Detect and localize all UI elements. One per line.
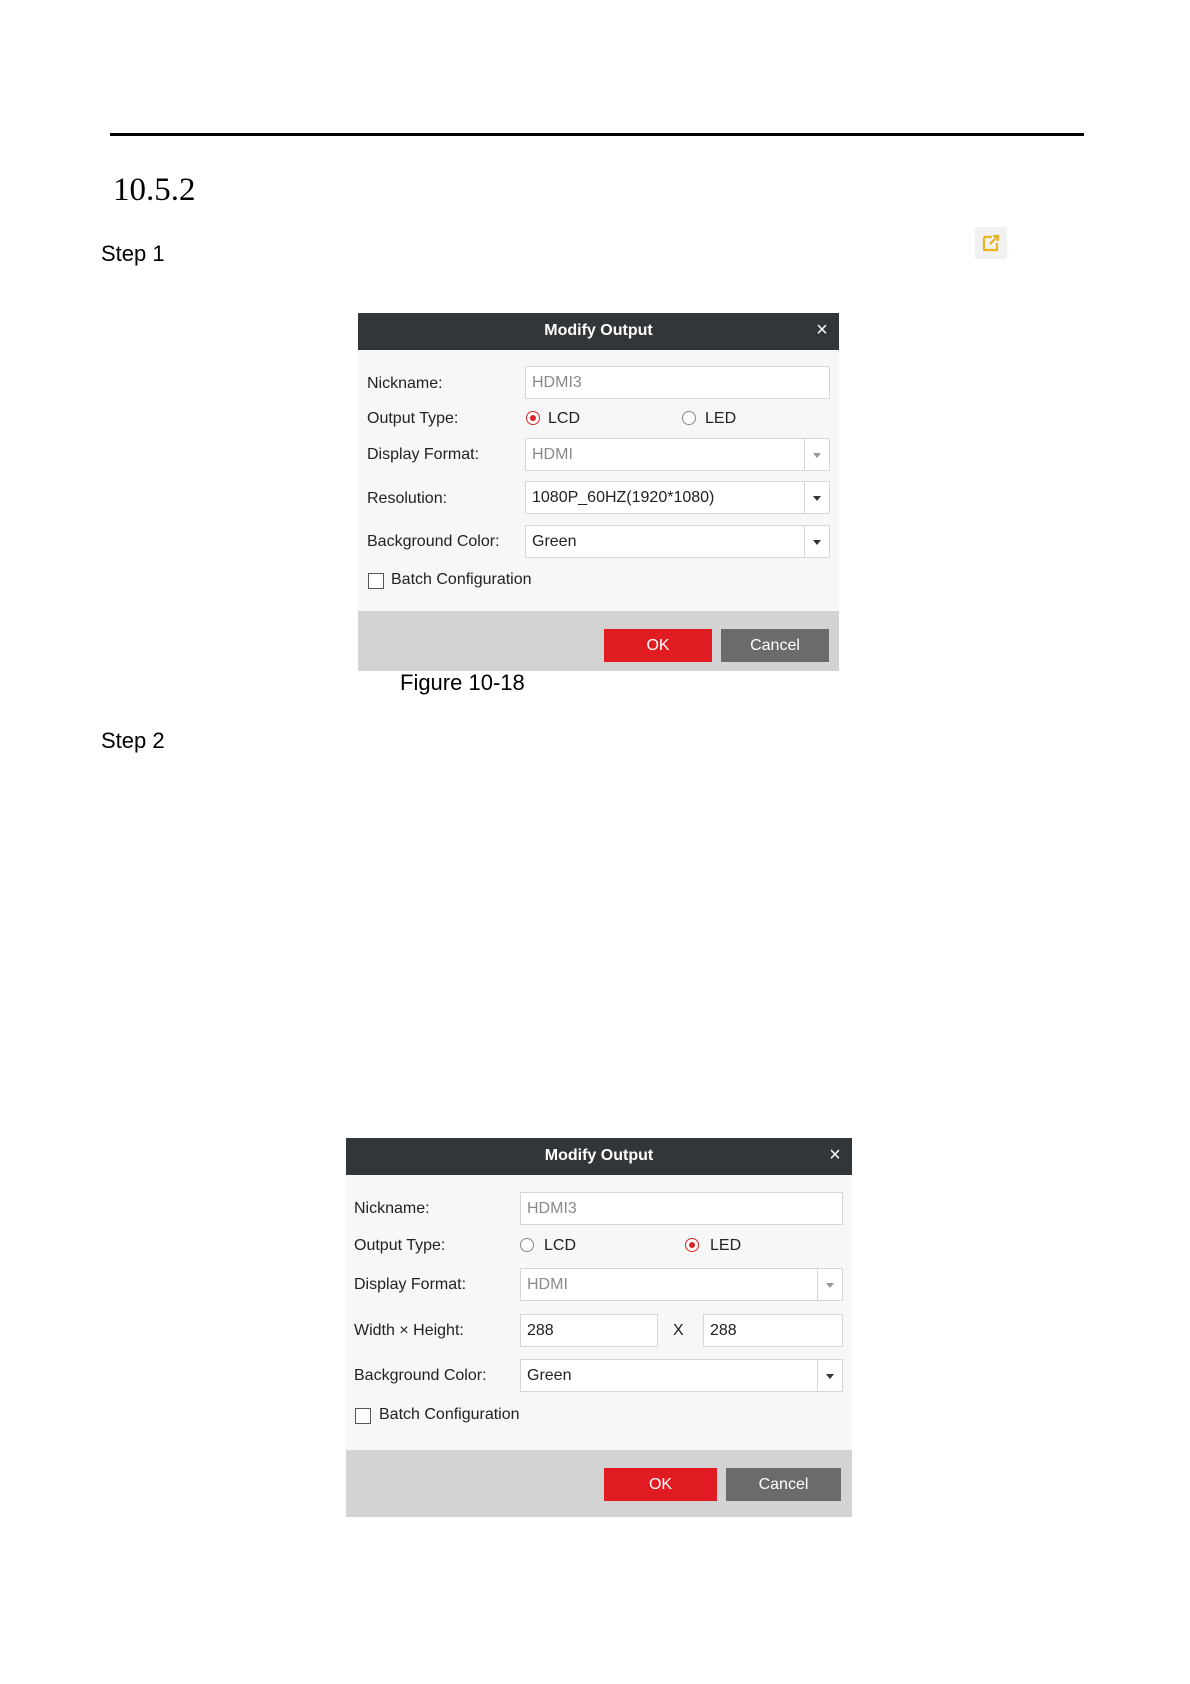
background-color-select[interactable] — [520, 1359, 843, 1392]
close-icon[interactable]: × — [816, 319, 828, 341]
ok-button[interactable]: OK — [604, 1468, 717, 1501]
output-type-label: Output Type: — [367, 410, 459, 427]
figure-caption: Figure 10-18 — [400, 670, 525, 695]
nickname-field[interactable] — [525, 366, 830, 399]
radio-lcd[interactable] — [526, 411, 540, 425]
radio-led-label: LED — [710, 1237, 742, 1254]
radio-led[interactable] — [685, 1238, 699, 1252]
chevron-down-icon — [804, 439, 829, 470]
batch-configuration-checkbox[interactable] — [368, 573, 384, 589]
display-format-select[interactable] — [525, 438, 830, 471]
batch-configuration-checkbox[interactable] — [355, 1408, 371, 1424]
background-color-label: Background Color: — [354, 1367, 487, 1384]
nickname-label: Nickname: — [367, 375, 443, 392]
radio-lcd-label: LCD — [548, 410, 581, 427]
nickname-value: HDMI3 — [527, 1200, 577, 1217]
background-color-label: Background Color: — [367, 533, 500, 550]
resolution-select[interactable] — [525, 481, 830, 514]
width-input[interactable] — [520, 1314, 658, 1347]
resolution-label: Resolution: — [367, 490, 448, 507]
nickname-value: HDMI3 — [532, 374, 582, 391]
modify-output-dialog-lcd — [358, 313, 839, 671]
cancel-button[interactable]: Cancel — [721, 629, 829, 662]
background-color-select[interactable] — [525, 525, 830, 558]
display-format-label: Display Format: — [367, 446, 480, 463]
edit-icon — [975, 227, 1007, 259]
close-icon[interactable]: × — [829, 1144, 841, 1166]
nickname-label: Nickname: — [354, 1200, 430, 1217]
dialog-title-bar — [346, 1138, 852, 1175]
top-rule — [110, 133, 1084, 136]
ok-button[interactable]: OK — [604, 629, 712, 662]
modify-output-dialog-led — [346, 1138, 852, 1517]
display-format-label: Display Format: — [354, 1276, 467, 1293]
display-format-value: HDMI — [527, 1276, 568, 1293]
dialog-title: Modify Output — [544, 1147, 654, 1164]
radio-lcd[interactable] — [520, 1238, 534, 1252]
width-value: 288 — [527, 1322, 554, 1339]
radio-led-label: LED — [705, 410, 737, 427]
dimension-separator: X — [673, 1322, 684, 1339]
nickname-field[interactable] — [520, 1192, 843, 1225]
height-input[interactable] — [703, 1314, 843, 1347]
chevron-down-icon — [817, 1269, 842, 1300]
radio-led[interactable] — [682, 411, 696, 425]
chevron-down-icon — [817, 1360, 842, 1391]
output-type-label: Output Type: — [354, 1237, 446, 1254]
chevron-down-icon — [804, 482, 829, 513]
radio-lcd-label: LCD — [544, 1237, 577, 1254]
dialog-title: Modify Output — [544, 322, 653, 339]
display-format-value: HDMI — [532, 446, 573, 463]
dialog-footer — [346, 1450, 852, 1517]
background-color-value: Green — [532, 533, 577, 550]
step-1-label: Step 1 — [101, 241, 165, 266]
chevron-down-icon — [804, 526, 829, 557]
cancel-button[interactable]: Cancel — [726, 1468, 841, 1501]
display-format-select[interactable] — [520, 1268, 843, 1301]
dialog-title-bar — [358, 313, 839, 350]
height-value: 288 — [710, 1322, 737, 1339]
section-number: 10.5.2 — [113, 172, 196, 208]
resolution-value: 1080P_60HZ(1920*1080) — [532, 489, 715, 506]
batch-configuration-label: Batch Configuration — [379, 1406, 520, 1423]
batch-configuration-label: Batch Configuration — [391, 571, 532, 588]
step-2-label: Step 2 — [101, 728, 165, 753]
dialog-footer — [358, 611, 839, 671]
background-color-value: Green — [527, 1367, 572, 1384]
width-height-label: Width × Height: — [354, 1322, 464, 1339]
